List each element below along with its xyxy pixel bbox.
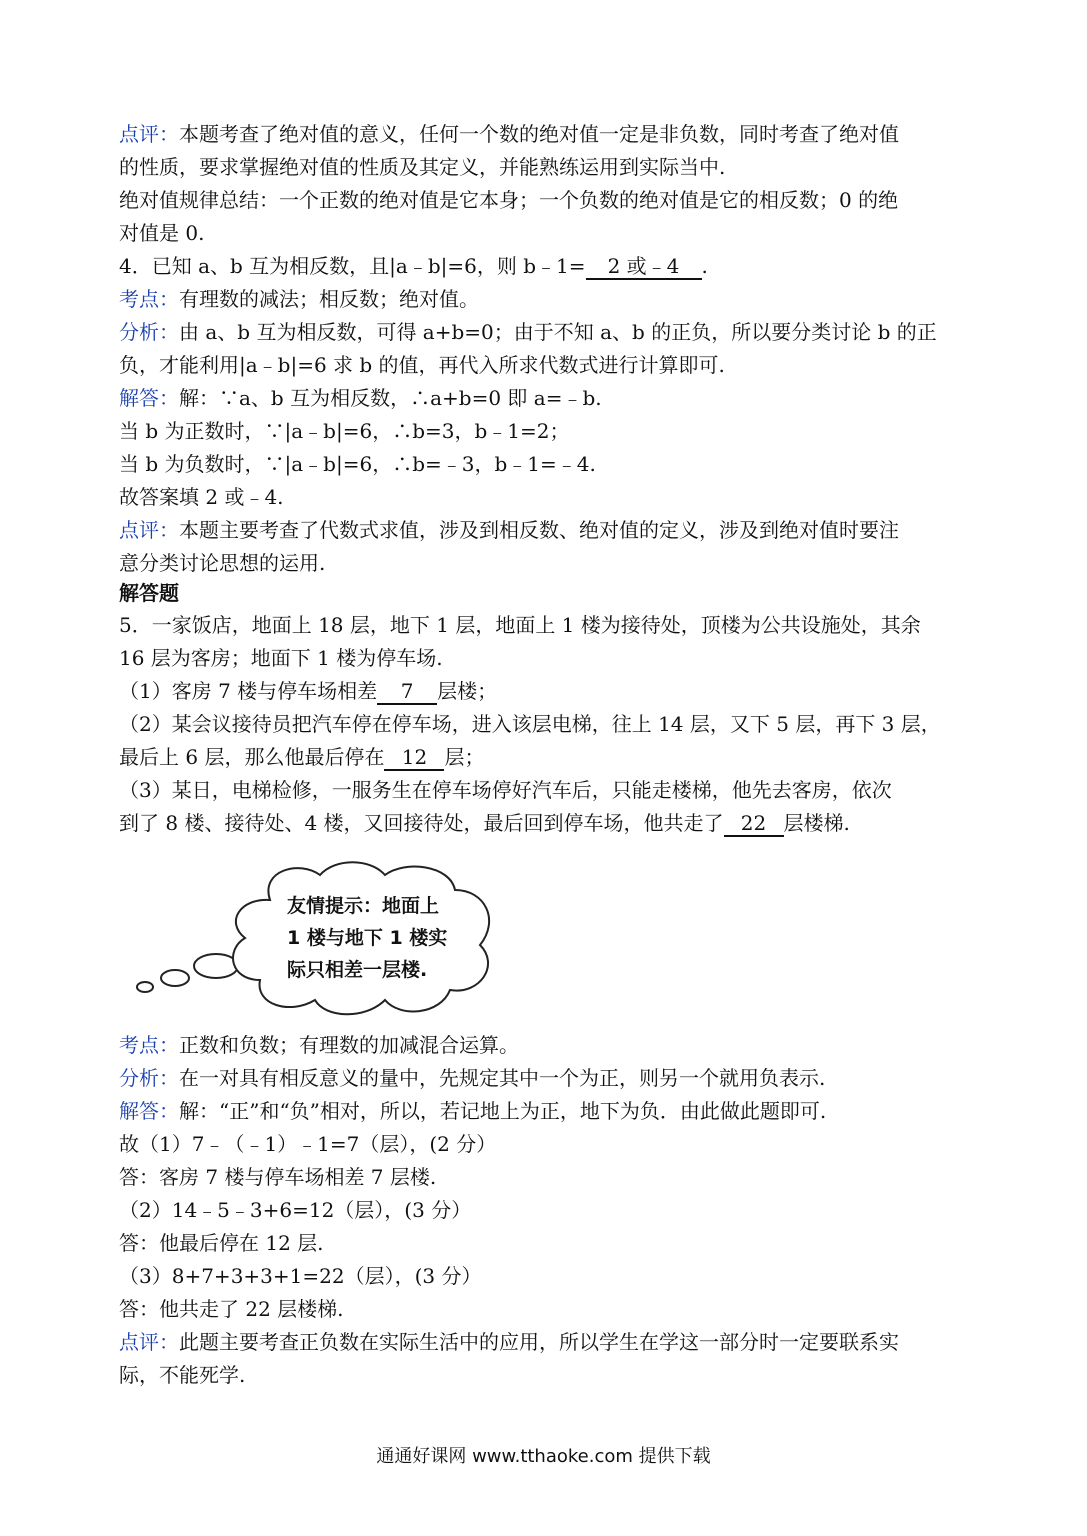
line: 答：客房 7 楼与停车场相差 7 层楼. <box>119 1165 437 1189</box>
text: （1）客房 7 楼与停车场相差 <box>119 679 378 703</box>
line: 意分类讨论思想的运用. <box>119 551 326 575</box>
line <box>119 676 979 706</box>
line <box>119 1063 979 1093</box>
text: 本题主要考查了代数式求值，涉及到相反数、绝对值的定义，涉及到绝对值时要注 <box>179 518 899 542</box>
line <box>119 1096 979 1126</box>
line: 故答案填 2 或﹣4. <box>119 485 284 509</box>
answer-blank: 2 或﹣4 <box>586 254 702 280</box>
question-text: 4．已知 a、b 互为相反数，且|a﹣b|=6，则 b﹣1= <box>119 254 586 278</box>
line <box>119 383 979 413</box>
line: 当 b 为正数时，∵|a﹣b|=6，∴b=3，b﹣1=2； <box>119 419 570 443</box>
text: 此题主要考查正负数在实际生活中的应用，所以学生在学这一部分时一定要联系实 <box>179 1330 899 1354</box>
answer-blank: 12 <box>384 745 444 771</box>
label-comment: 点评： <box>119 518 179 542</box>
text: 到了 8 楼、接待处、4 楼，又回接待处，最后回到停车场，他共走了 <box>119 811 724 835</box>
text: 解：“正”和“负”相对，所以，若记地上为正，地下为负．由此做此题即可. <box>179 1099 827 1123</box>
line: （3）某日，电梯检修，一服务生在停车场停好汽车后，只能走楼梯，他先去客房，依次 <box>119 778 892 802</box>
line: 答：他共走了 22 层楼梯. <box>119 1297 344 1321</box>
text: 层楼梯. <box>783 811 850 835</box>
answer-blank: 7 <box>377 679 437 705</box>
text: 层； <box>444 745 485 769</box>
line <box>119 284 979 314</box>
line: 当 b 为负数时，∵|a﹣b|=6，∴b=﹣3，b﹣1=﹣4. <box>119 452 596 476</box>
section-heading: 解答题 <box>119 581 179 605</box>
label-fenxi: 分析： <box>119 1066 179 1090</box>
line: 故（1）7﹣（﹣1）﹣1=7（层），(2 分） <box>119 1132 497 1156</box>
text: 解：∵a、b 互为相反数，∴a+b=0 即 a=﹣b. <box>179 386 602 410</box>
line: 际，不能死学. <box>119 1363 246 1387</box>
hint-text-line-1: 友情提示：地面上 <box>287 895 440 917</box>
line <box>119 1030 979 1060</box>
line: 16 层为客房；地面下 1 楼为停车场. <box>119 646 443 670</box>
text: 层楼； <box>437 679 498 703</box>
line: 对值是 0. <box>119 221 205 245</box>
text: . <box>701 254 708 278</box>
label-kaodian: 考点： <box>119 287 179 311</box>
line: （2）某会议接待员把汽车停在停车场，进入该层电梯，往上 14 层，又下 5 层，再下 3 层， <box>119 712 941 736</box>
label-kaodian: 考点： <box>119 1033 179 1057</box>
question-4 <box>119 251 979 281</box>
line <box>119 317 979 347</box>
line: 的性质，要求掌握绝对值的性质及其定义，并能熟练运用到实际当中. <box>119 155 726 179</box>
line: （3）8+7+3+3+1=22（层），(3 分） <box>119 1264 482 1288</box>
line <box>119 119 979 149</box>
line <box>119 1327 979 1357</box>
label-jieda: 解答： <box>119 386 179 410</box>
question-5: 5．一家饭店，地面上 18 层，地下 1 层，地面上 1 楼为接待处，顶楼为公共设施处，其余 <box>119 613 921 637</box>
hint-cloud <box>130 860 510 1020</box>
answer-blank: 22 <box>724 811 784 837</box>
text: 最后上 6 层，那么他最后停在 <box>119 745 385 769</box>
text: 正数和负数；有理数的加减混合运算。 <box>179 1033 519 1057</box>
line <box>119 808 979 838</box>
text: 有理数的减法；相反数；绝对值。 <box>179 287 479 311</box>
text: 由 a、b 互为相反数，可得 a+b=0；由于不知 a、b 的正负，所以要分类讨论 b 的正 <box>179 320 937 344</box>
line: （2）14﹣5﹣3+6=12（层），(3 分） <box>119 1198 472 1222</box>
line: 绝对值规律总结：一个正数的绝对值是它本身；一个负数的绝对值是它的相反数；0 的绝 <box>119 188 899 212</box>
label-fenxi: 分析： <box>119 320 179 344</box>
label-comment: 点评： <box>119 122 179 146</box>
line: 答：他最后停在 12 层. <box>119 1231 324 1255</box>
line <box>119 742 979 772</box>
line: 负，才能利用|a﹣b|=6 求 b 的值，再代入所求代数式进行计算即可. <box>119 353 725 377</box>
line <box>119 515 979 545</box>
label-jieda: 解答： <box>119 1099 179 1123</box>
hint-text-line-2: 1 楼与地下 1 楼实 <box>287 927 448 949</box>
hint-text-line-3: 际只相差一层楼. <box>287 959 428 981</box>
text: 在一对具有相反意义的量中，先规定其中一个为正，则另一个就用负表示. <box>179 1066 826 1090</box>
text: 本题考查了绝对值的意义，任何一个数的绝对值一定是非负数，同时考查了绝对值 <box>179 122 899 146</box>
page-footer: 通通好课网 www.tthaoke.com 提供下载 <box>376 1446 711 1467</box>
label-comment: 点评： <box>119 1330 179 1354</box>
